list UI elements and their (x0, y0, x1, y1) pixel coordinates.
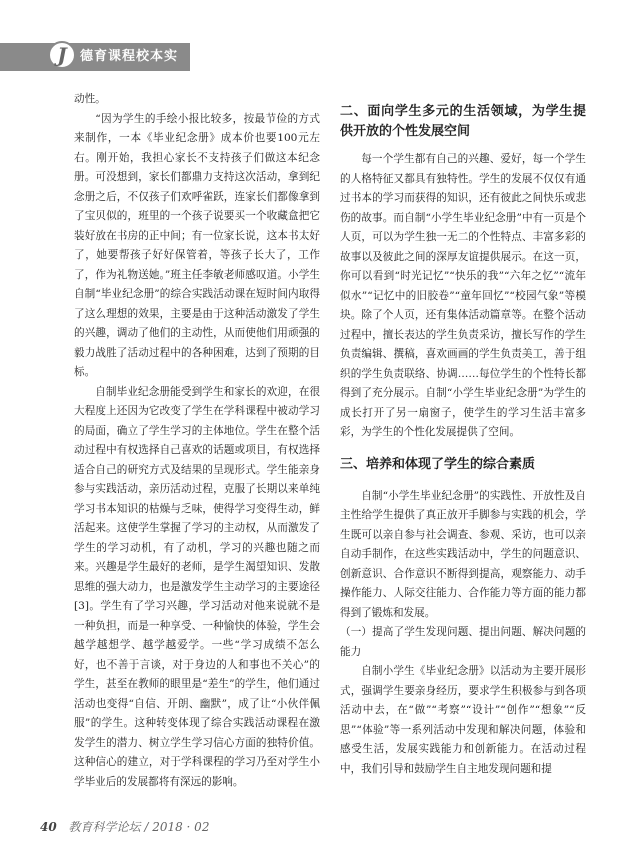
journal-logo-icon (48, 41, 76, 69)
left-column (74, 90, 320, 792)
paragraph: 自制毕业纪念册能受到学生和家长的欢迎，在很大程度上还因为它改变了学生在学科课程中被动学习的局面，确立了学生学习的主体地位。学生在整个活动过程中有权选择自己喜欢的话题或项目，有权选择适合自己的研究方式及结果的呈现形式。学生能亲身参与实践活动，亲历活动过程，克服了长期以来单纯学习书本知识的枯燥与乏味，使得学习变得生动，鲜活起来。这使学生掌握了学习的主动权，从而激发了学生的学习动机，有了动机，学习的兴趣也随之而来。兴趣是学生最好的老师，是学生渴望知识、发散思维的强大动力，也是激发学生主动学习的主要途径[3]。学生有了学习兴趣，学习活动对他来说就不是一种负担，而是一种享受、一种愉快的体验，学生会越学越想学、越学越爱学。一些“学习成绩不怎么好，也不善于言谈，对于身边的人和事也不关心”的学生，甚至在教师的眼里是“差生”的学生，他们通过活动也变得“自信、开朗、幽默”，成了让“小伙伴佩服”的学生。这种转变体现了综合实践活动课程在激发学生的潜力、树立学生学习信心方面的独特价值。这种信心的建立，对于学科课程的学习乃至对学生小学毕业后的发展都将有深远的影响。 (74, 385, 320, 788)
logo-letter: J (57, 43, 67, 67)
journal-name: 教育科学论坛 / 2018 · 02 (68, 820, 210, 834)
section-heading-3: 三、培养和体现了学生的综合素质 (340, 456, 536, 472)
paragraph: 自制“小学生毕业纪念册”的实践性、开放性及自主性给学生提供了真正放开手脚参与实践的机会，学生既可以亲自参与社会调查、参观、采访，也可以亲自动手制作，在这些实践活动中，学生的问题意识、创新意识、合作意识不断得到提高，观察能力、动手操作能力、人际交往能力、合作能力等方面的能力都得到了锻炼和发展。 (340, 489, 586, 619)
paragraph: 动性。 (74, 93, 106, 105)
page-footer (40, 818, 209, 835)
right-column (340, 90, 586, 779)
section-title: 德育课程校本实践 (80, 49, 179, 92)
section-heading-2: 二、面向学生多元的生活领域，为学生提供开放的个性发展空间 (340, 104, 586, 139)
subsection-heading: （一）提高了学生发现问题、提出问题、解决问题的能力 (340, 626, 586, 658)
paragraph: “因为学生的手绘小报比较多，按最节俭的方式来制作，一本《毕业纪念册》成本价也要100元左右。刚开始，我担心家长不支持孩子们做这本纪念册。可没想到，家长们都鼎力支持这次活动，拿到纪念册之后，不仅孩子们欢呼雀跃，连家长们都像拿到了宝贝似的，班里的一个孩子说要买一个收藏盒把它装好放在书房的正中间；有一位家长说，这本书太好了，她要帮孩子好好保管着，等孩子长大了，工作了，作为礼物送她。”班主任李敏老师感叹道。小学生自制“毕业纪念册”的综合实践活动课在短时间内取得了这么理想的效果，主要是由于这种活动激发了学生的兴趣，调动了他们的主动性，从而使他们用顽强的毅力战胜了活动过程中的各种困难，达到了预期的目标。 (74, 112, 320, 378)
paragraph: 自制小学生《毕业纪念册》以活动为主要开展形式，强调学生要亲身经历，要求学生积极参与到各项活动中去，在“做”“考察”“设计”“创作”“想象”“反思”“体验”等一系列活动中发现和解决问题，体验和感受生活，发展实践能力和创新能力。在活动过程中，我们引导和鼓励学生自主地发现问题和提 (340, 665, 586, 775)
section-header-bar (0, 43, 190, 92)
paragraph: 每一个学生都有自己的兴趣、爱好，每一个学生的人格特征又都具有独特性。学生的发展不仅仅有通过书本的学习而获得的知识，还有彼此之间快乐或悲伤的故事。而自制“小学生毕业纪念册”中有一页是个人页，可以为学生独一无二的个性特点、丰富多彩的故事以及彼此之间的深厚友谊提供展示。在这一页，你可以看到“时光记忆”“快乐的我”“六年之忆”“流年似水”“记忆中的旧胶卷”“童年回忆”“校园气象”等模块。除了个人页，还有集体活动篇章等。在整个活动过程中，擅长表达的学生负责采访，擅长写作的学生负责编辑、撰稿，喜欢画画的学生负责美工，善于组织的学生负责联络、协调……每位学生的个性特长都得到了充分展示。自制“小学生毕业纪念册”为学生的成长打开了另一扇窗子，使学生的学习生活丰富多彩，为学生的个性化发展提供了空间。 (340, 153, 586, 438)
page-number: 40 (40, 820, 57, 834)
